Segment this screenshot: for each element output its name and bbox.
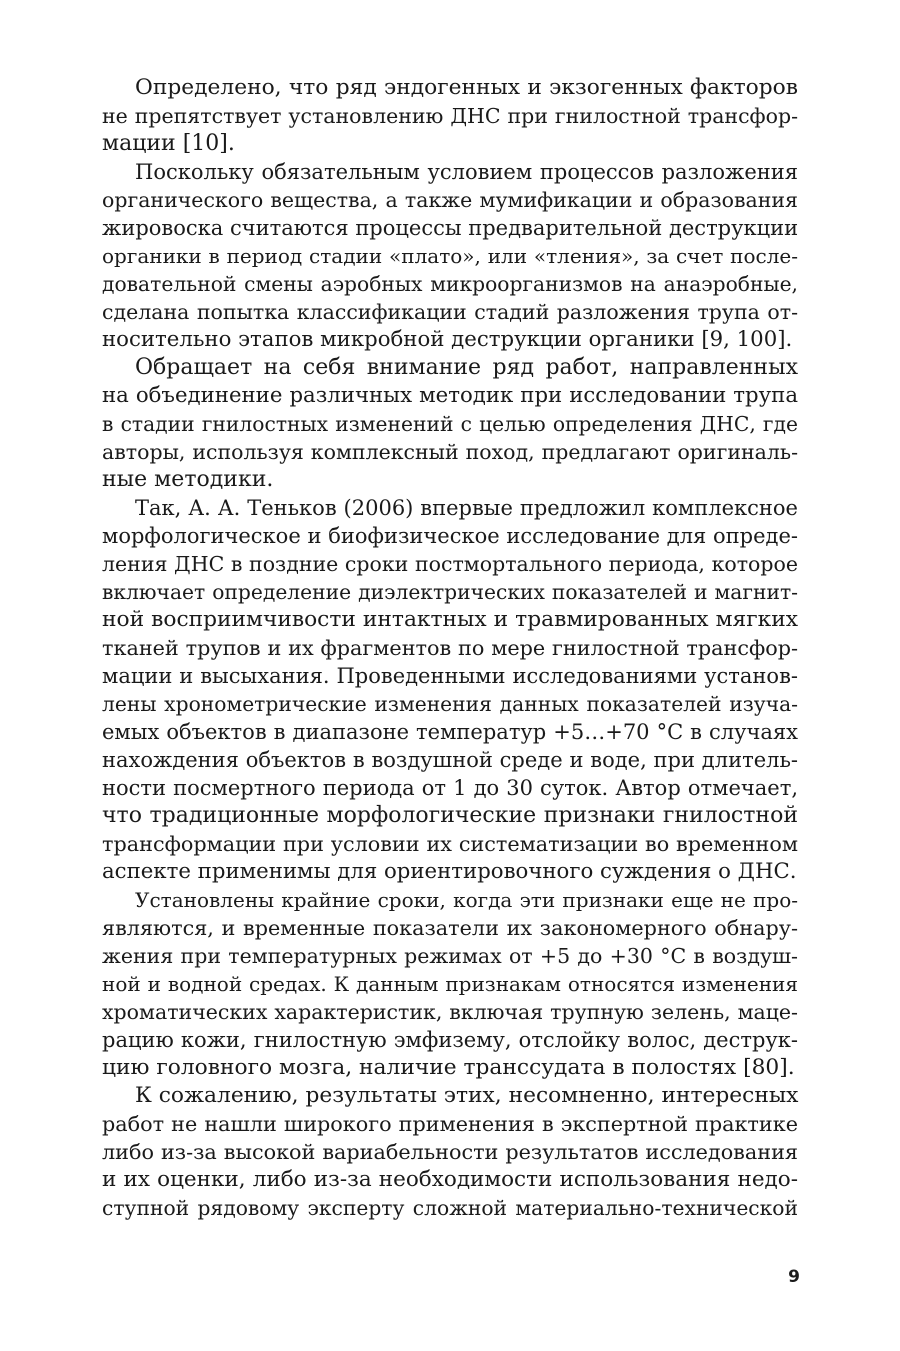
text-line: емых объектов в диапазоне температур +5…+70 °С в случаях (102, 720, 798, 744)
text-line: ности посмертного периода от 1 до 30 суток. Автор отмечает, (102, 776, 798, 800)
text-line: авторы, используя комплексный поход, предлагают оригиналь- (102, 440, 798, 464)
text-line: Обращает на себя внимание ряд работ, направленных (135, 355, 798, 380)
text-line: являются, и временные показатели их закономерного обнару- (102, 916, 798, 940)
text-line: ной восприимчивости интактных и травмированных мягких (102, 607, 798, 632)
text-line: ной и водной средах. К данным признакам относятся изменения (102, 972, 798, 996)
text-line: и их оценки, либо из-за необходимости использования недо- (102, 1167, 798, 1192)
paragraph (102, 1082, 798, 1222)
text-line: что традиционные морфологические признаки гнилостной (102, 803, 798, 828)
text-line: довательной смены аэробных микроорганизмов на анаэробные, (102, 272, 798, 296)
text-line: органики в период стадии «плато», или «тления», за счет после- (102, 244, 798, 268)
page-body (102, 74, 798, 1222)
text-line: включает определение диэлектрических показателей и магнит- (102, 580, 798, 604)
text-line: Установлены крайние сроки, когда эти признаки еще не про- (135, 888, 798, 912)
paragraph (102, 74, 798, 158)
paragraph (102, 354, 798, 494)
text-line: Так, А. А. Теньков (2006) впервые предложил комплексное (135, 496, 798, 520)
text-line: жировоска считаются процессы предварительной деструкции (102, 216, 799, 240)
text-line: носительно этапов микробной деструкции органики [9, 100]. (102, 327, 793, 352)
text-line: на объединение различных методик при исследовании трупа (102, 383, 798, 408)
text-line: мации [10]. (102, 131, 235, 156)
text-line: К сожалению, результаты этих, несомненно, интересных (135, 1083, 799, 1108)
text-line: ные методики. (102, 467, 274, 492)
text-line: ления ДНС в поздние сроки постмортального периода, которое (102, 552, 798, 576)
text-line: рацию кожи, гнилостную эмфизему, отслойку волос, деструк- (102, 1028, 798, 1052)
paragraph (102, 886, 798, 1082)
text-line: в стадии гнилостных изменений с целью определения ДНС, где (102, 412, 798, 436)
text-line: аспекте применимы для ориентировочного суждения о ДНС. (102, 859, 797, 884)
text-line: трансформации при условии их систематизации во временном (102, 832, 798, 856)
text-line: лены хронометрические изменения данных показателей изуча- (102, 692, 798, 716)
text-line: ступной рядовому эксперту сложной материально-технической (102, 1196, 798, 1220)
text-line: морфологическое и биофизическое исследование для опреде- (102, 524, 798, 548)
text-line: органического вещества, а также мумификации и образования (102, 188, 798, 212)
text-line: Определено, что ряд эндогенных и экзогенных факторов (135, 75, 798, 100)
text-line: мации и высыхания. Проведенными исследованиями установ- (102, 664, 798, 688)
text-line: работ не нашли широкого применения в экспертной практике (102, 1112, 798, 1136)
text-line: хроматических характеристик, включая трупную зелень, маце- (102, 1000, 798, 1024)
paragraph (102, 158, 798, 354)
text-line: либо из-за высокой вариабельности результатов исследования (102, 1140, 798, 1164)
text-line: цию головного мозга, наличие транссудата в полостях [80]. (102, 1055, 795, 1080)
text-line: Поскольку обязательным условием процессов разложения (135, 160, 798, 184)
text-line: жения при температурных режимах от +5 до +30 °С в воздуш- (102, 944, 798, 968)
text-line: не препятствует установлению ДНС при гнилостной трансфор- (102, 104, 798, 128)
text-line: сделана попытка классификации стадий разложения трупа от- (102, 300, 798, 324)
text-line: тканей трупов и их фрагментов по мере гнилостной трансфор- (102, 636, 798, 660)
page-number: 9 (788, 1267, 800, 1287)
paragraph (102, 494, 798, 886)
text-line: нахождения объектов в воздушной среде и воде, при длитель- (102, 748, 798, 772)
